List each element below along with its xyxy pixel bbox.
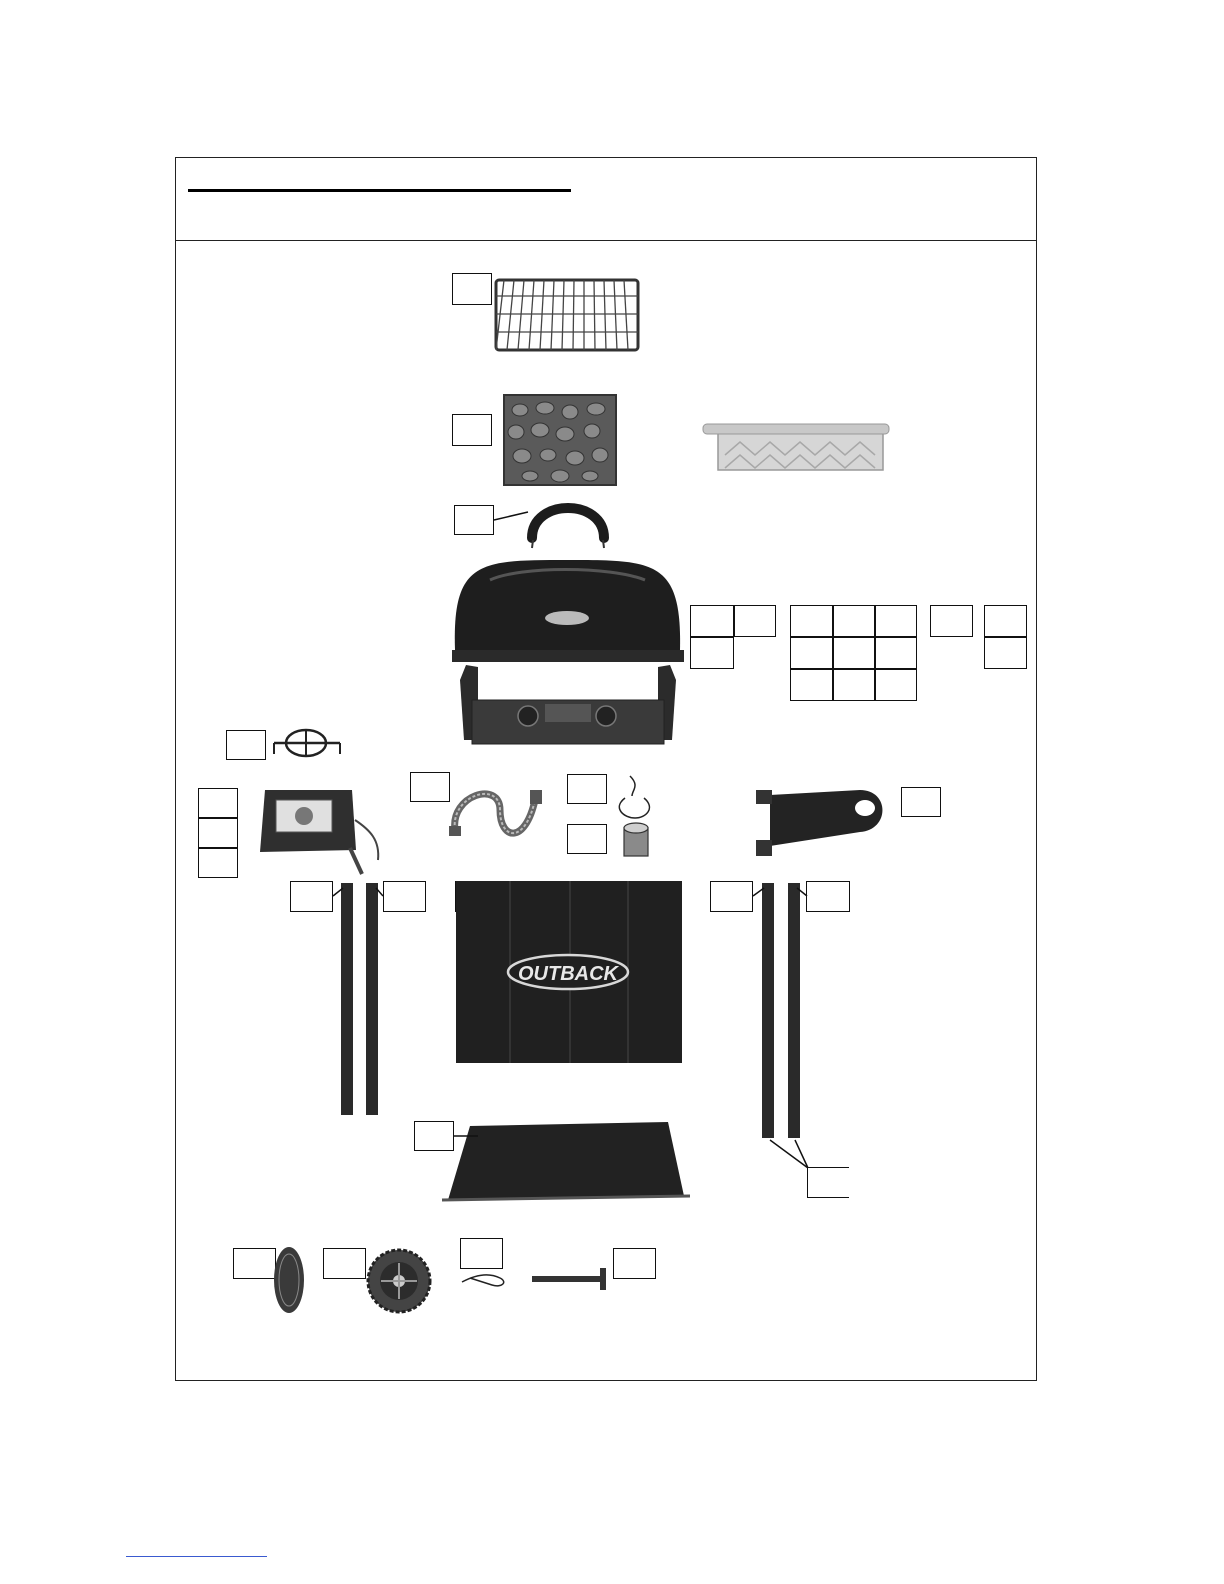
wheel-icon <box>368 1250 430 1312</box>
side-shelf-icon <box>756 790 883 856</box>
grill-grate-icon <box>496 280 638 350</box>
shelf-icon <box>442 1122 690 1200</box>
panel-icon <box>456 881 682 1063</box>
leg-icon <box>753 883 808 1168</box>
grill-head-icon <box>452 560 684 744</box>
side-burner-icon <box>260 790 378 874</box>
leg-icon <box>333 883 383 1115</box>
pot-support-icon <box>274 730 340 756</box>
grease-cup-icon <box>624 823 648 856</box>
flame-tamer-icon <box>703 424 889 470</box>
r-clip-icon <box>462 1275 504 1286</box>
gas-hose-icon <box>449 790 542 836</box>
lava-rock-grate-icon <box>504 395 616 485</box>
hub-cap-icon <box>274 1247 304 1313</box>
hook-icon <box>619 776 649 818</box>
lid-handle-icon <box>494 508 604 548</box>
axle-icon <box>532 1268 606 1290</box>
brand-logo: OUTBACK <box>518 963 618 985</box>
